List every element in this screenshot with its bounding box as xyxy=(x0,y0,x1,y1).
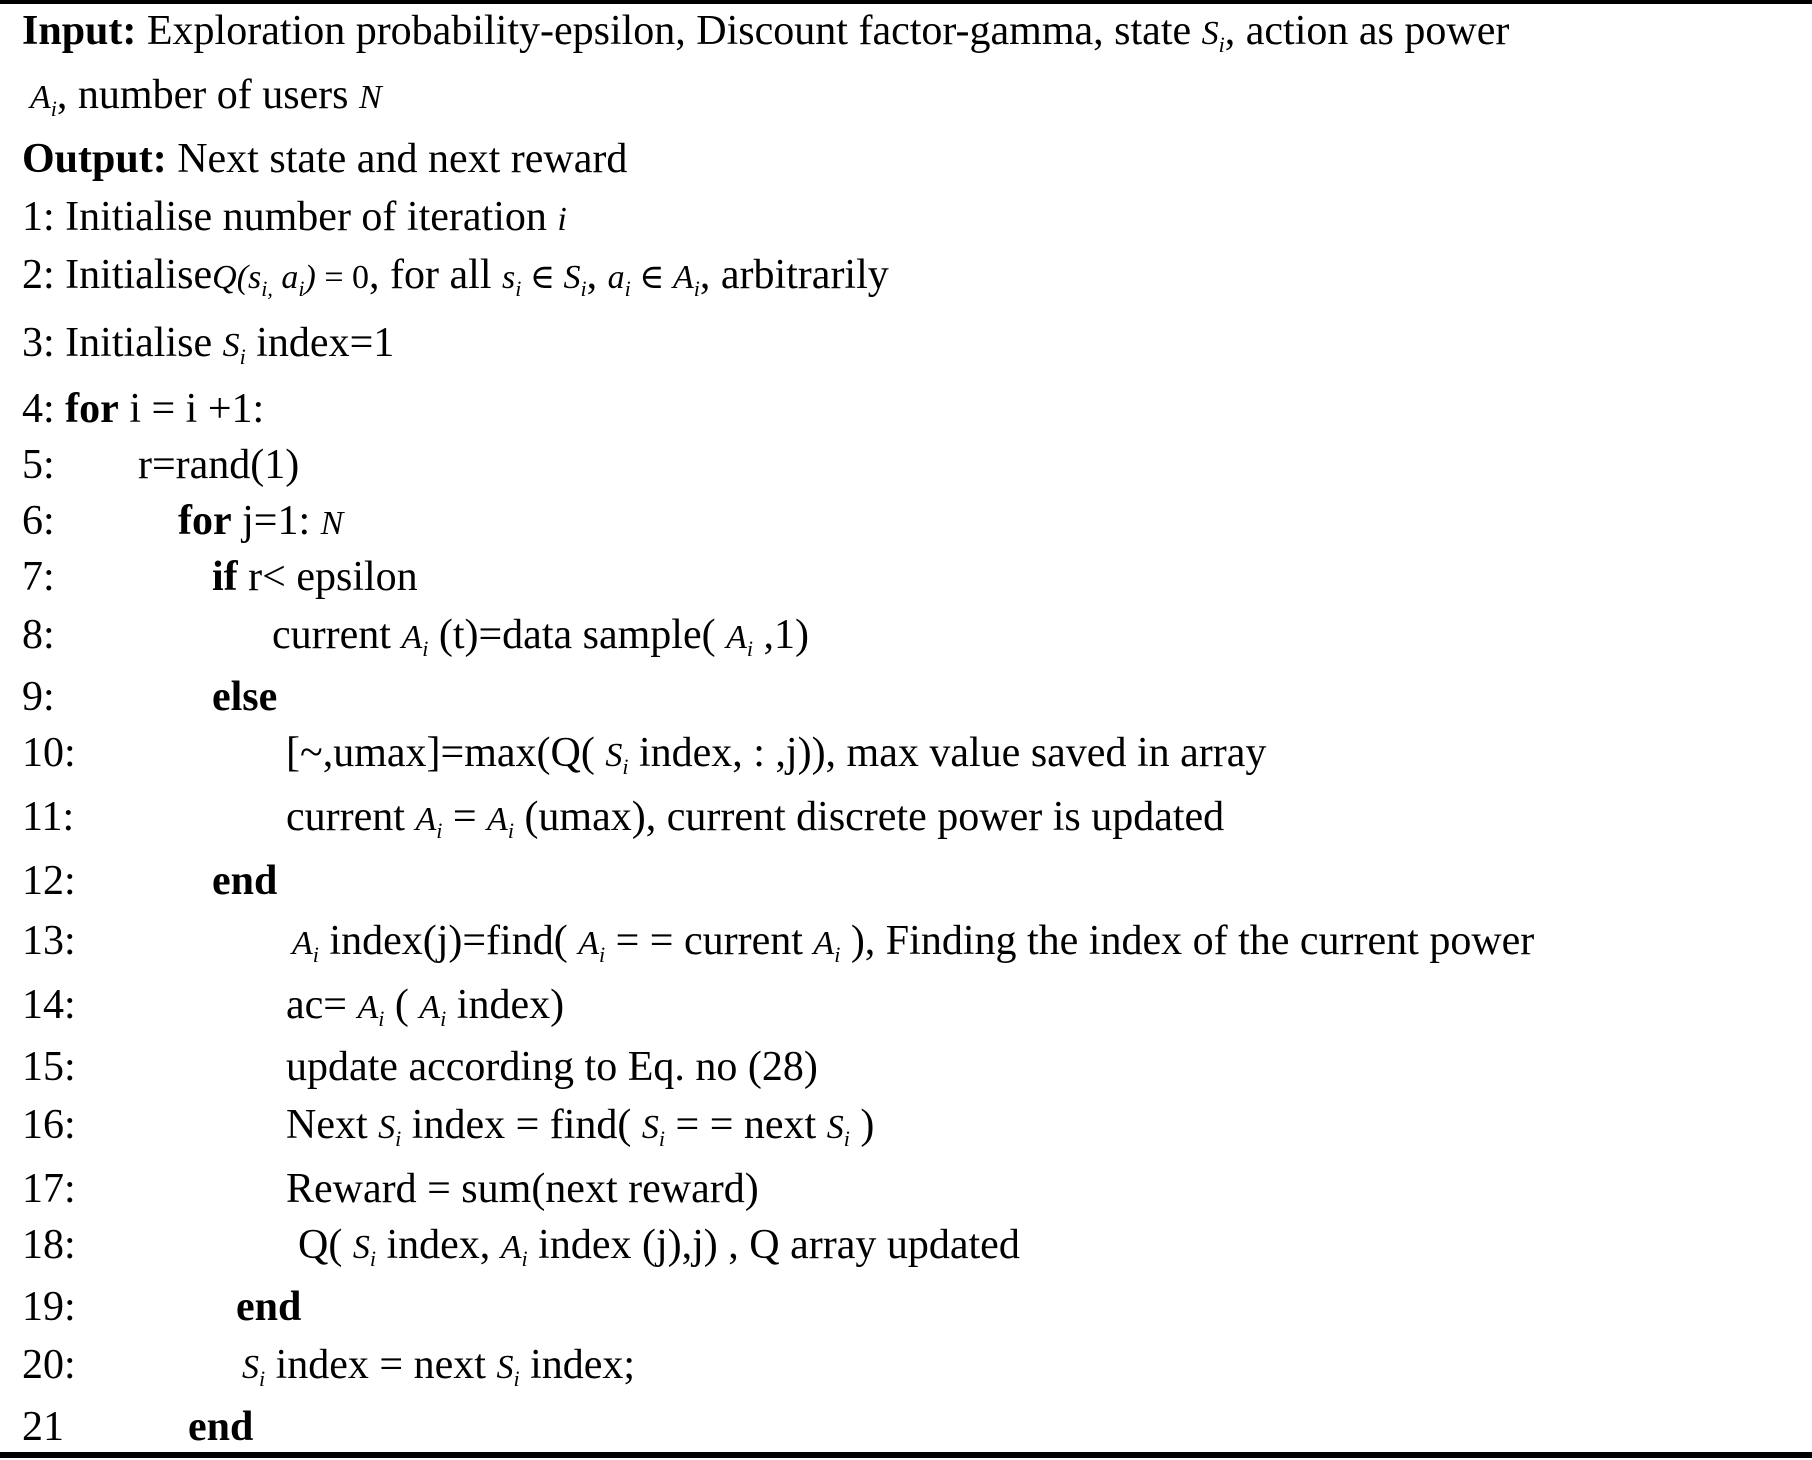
algo-line-8: 8: current $A_i$ (t)=data sample( $A_i$ ,1) xyxy=(22,612,809,661)
algo-line-5: 5: r=rand(1) xyxy=(22,442,300,488)
bottom-rule xyxy=(0,1452,1812,1458)
action-symbol: $A_i$ xyxy=(30,79,57,121)
algo-line-18: 18: Q( $S_i$ index, $A_i$ index (j),j) , Q array updated xyxy=(22,1222,1020,1271)
algo-line-21: 21 end xyxy=(22,1404,254,1450)
algo-line-17: 17: Reward = sum(next reward) xyxy=(22,1166,759,1212)
algo-line-6: 6: for j=1: N xyxy=(22,498,344,544)
output-label: Output: xyxy=(22,136,167,182)
input-line: Input: Exploration probability-epsilon, Discount factor-gamma, state $S_i$, action as power xyxy=(22,8,1510,57)
algo-line-9: 9: else xyxy=(22,674,278,720)
algo-line-4: 4: for i = i +1: xyxy=(22,386,265,432)
input-text: Exploration probability-epsilon, Discount factor-gamma, state xyxy=(136,8,1202,54)
algo-line-1: 1: Initialise number of iteration i xyxy=(22,194,567,240)
users-symbol: N xyxy=(359,79,382,116)
algo-line-11: 11: current $A_i = A_i$ (umax), current discrete power is updated xyxy=(22,794,1225,843)
algo-line-3: 3: Initialise $S_i$ index=1 xyxy=(22,320,395,369)
state-symbol: $S_i$ xyxy=(1201,15,1225,57)
input-label: Input: xyxy=(22,8,137,54)
input-line-continued: $A_i$, number of users N xyxy=(30,72,382,121)
algo-line-10: 10: [~,umax]=max(Q( $S_i$ index, : ,j)), max value saved in array xyxy=(22,730,1267,779)
algo-line-15: 15: update according to Eq. no (28) xyxy=(22,1044,818,1090)
algo-line-19: 19: end xyxy=(22,1284,302,1330)
top-rule xyxy=(0,0,1812,4)
algo-line-14: 14: $ac= A_i$ ( $A_i$ index) xyxy=(22,982,565,1031)
output-text: Next state and next reward xyxy=(166,136,628,182)
algo-line-16: 16: Next $S_i$ index = find( $S_i$ = = next $S_i$ ) xyxy=(22,1102,875,1151)
algo-line-20: 20: $S_i$ index = next $S_i$ index; xyxy=(22,1342,636,1391)
algo-line-13: 13: $A_i$ index(j)=find( $A_i$ = = current $A_i$ ), Finding the index of the current power xyxy=(22,918,1535,967)
output-line xyxy=(22,134,627,184)
algo-line-7: 7: if r< epsilon xyxy=(22,554,418,600)
algo-line-2: 2: $InitialiseQ(s_{i,}$ $a_i) = 0$, for all $s_i$ ∈ $S_i$, $a_i$ ∈ $A_i$, arbitrarily xyxy=(22,252,889,301)
algo-line-12: 12: end xyxy=(22,858,278,904)
